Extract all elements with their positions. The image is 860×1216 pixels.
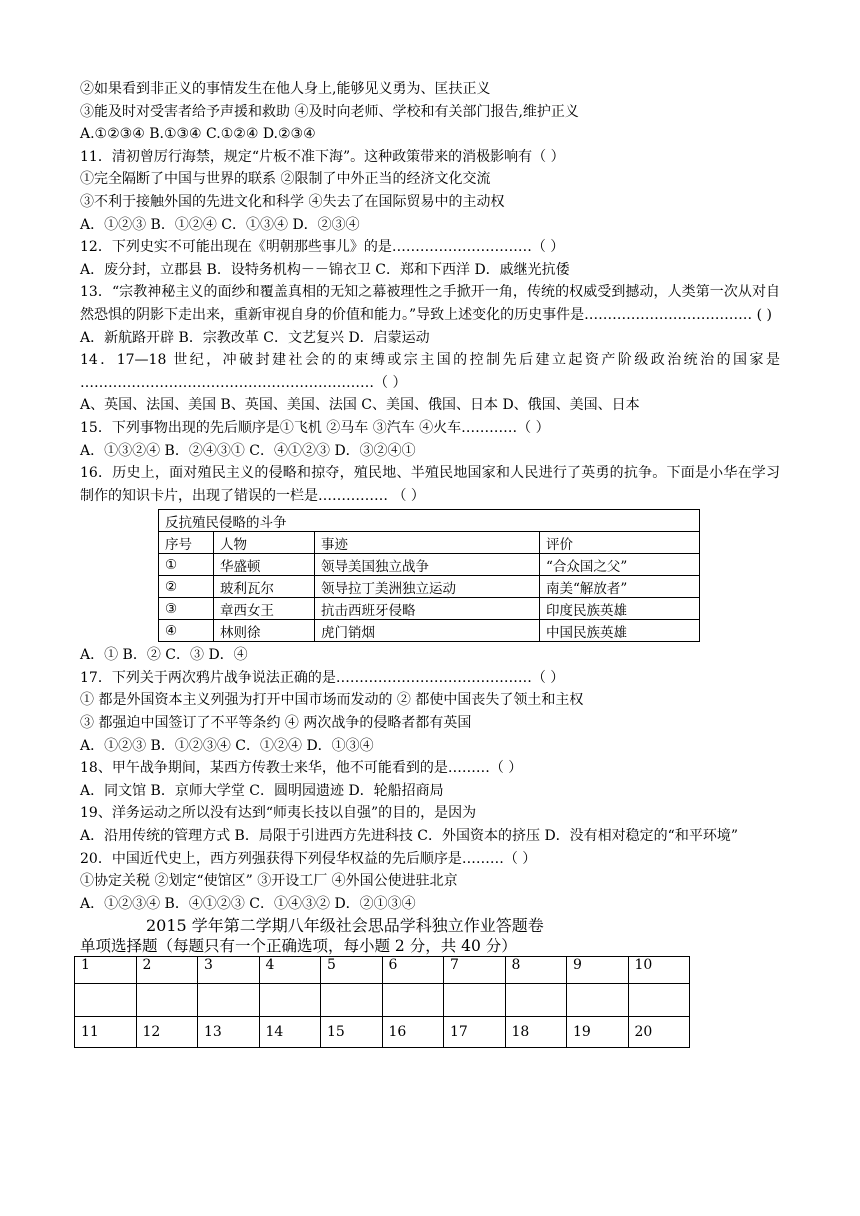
- answer-grid-blank-row: [75, 984, 690, 1017]
- card-header-deed: 事迹: [315, 532, 540, 554]
- card-cell: 华盛顿: [214, 554, 315, 576]
- q11-items-1: ①完全隔断了中国与世界的联系 ②限制了中外正当的经济文化交流: [80, 171, 491, 188]
- grid-number: 12: [136, 1017, 198, 1048]
- q18-stem: 18、甲午战争期间，某西方传教士来华，他不可能看到的是………（ ）: [80, 760, 523, 777]
- card-cell: 林则徐: [214, 620, 315, 642]
- grid-number: 11: [75, 1017, 137, 1048]
- card-cell: ④: [159, 620, 214, 642]
- grid-number: 15: [321, 1017, 383, 1048]
- q14-stem: 14．17—18 世纪，冲破封建社会的的束缚或宗主国的控制先后建立起资产阶级政治统治的国家是 ………………………………………………………（ ）: [80, 352, 780, 391]
- grid-number: 19: [567, 1017, 629, 1048]
- grid-number: 17: [444, 1017, 506, 1048]
- card-row: [159, 598, 700, 620]
- q15-stem: 15．下列事物出现的先后顺序是①飞机 ②马车 ③汽车 ④火车…………（ ）: [80, 419, 550, 436]
- exam-page: [80, 78, 780, 1048]
- q17-choices: A．①②③ B．①②③④ C．①②④ D．①③④: [80, 737, 374, 754]
- q20-items: ①协定关税 ②划定“使馆区” ③开设工厂 ④外国公使进驻北京: [80, 873, 458, 890]
- grid-number: 14: [259, 1017, 321, 1048]
- answer-grid-header-row-2: [75, 1017, 690, 1048]
- answer-grid-header-row: [75, 957, 690, 984]
- answer-sheet-title: 2015 学年第二学期八年级社会思品学科独立作业答题卷: [146, 916, 544, 936]
- grid-number: 6: [382, 957, 444, 984]
- grid-number: 16: [382, 1017, 444, 1048]
- q19-stem: 19、洋务运动之所以没有达到“师夷长技以自强”的目的，是因为: [80, 805, 477, 822]
- q16-stem: 16．历史上，面对殖民主义的侵略和掠夺，殖民地、半殖民地国家和人民进行了英勇的抗争。下面是小华在学习制作的知识卡片，出现了错误的一栏是…………… （ ）: [80, 465, 780, 504]
- q16-choices: A．① B．② C．③ D．④: [80, 647, 248, 664]
- q11-items-2: ③不利于接触外国的先进文化和科学 ④失去了在国际贸易中的主动权: [80, 193, 505, 210]
- q13-stem: 13．“宗教神秘主义的面纱和覆盖真相的无知之幕被理性之手掀开一角，传统的权威受到撼动，人类第一次从对自然恐惧的阴影下走出来，重新审视自身的价值和能力。”导致上述变化的历史事件是……………………………… ( ): [80, 284, 780, 323]
- card-cell: 印度民族英雄: [540, 598, 700, 620]
- q10-choices: A.①②③④ B.①③④ C.①②④ D.②③④: [80, 126, 316, 143]
- card-cell: ③: [159, 598, 214, 620]
- card-cell: 玻利瓦尔: [214, 576, 315, 598]
- answer-cell[interactable]: [505, 984, 567, 1017]
- card-cell: 抗击西班牙侵略: [315, 598, 540, 620]
- grid-number: 7: [444, 957, 506, 984]
- card-cell: 章西女王: [214, 598, 315, 620]
- card-cell: “合众国之父”: [540, 554, 700, 576]
- answer-grid: [74, 956, 690, 1048]
- answer-cell[interactable]: [628, 984, 690, 1017]
- q12-choices: A．废分封，立郡县 B．设特务机构－－锦衣卫 C．郑和下西洋 D．戚继光抗倭: [80, 261, 570, 278]
- grid-number: 13: [198, 1017, 260, 1048]
- card-cell: ②: [159, 576, 214, 598]
- answer-cell[interactable]: [136, 984, 198, 1017]
- answer-cell[interactable]: [259, 984, 321, 1017]
- q12-stem: 12．下列史实不可能出现在《明朝那些事儿》的是…………………………（ ）: [80, 239, 565, 256]
- q17-items-2: ③ 都强迫中国签订了不平等条约 ④ 两次战争的侵略者都有英国: [80, 715, 472, 732]
- grid-number: 3: [198, 957, 260, 984]
- q17-stem: 17．下列关于两次鸦片战争说法正确的是……………………………………（ ）: [80, 669, 565, 686]
- q18-choices: A．同文馆 B．京师大学堂 C．圆明园遗迹 D．轮船招商局: [80, 782, 444, 799]
- q10-option-3-4: ③能及时对受害者给予声援和救助 ④及时向老师、学校和有关部门报告,维护正义: [80, 103, 579, 120]
- card-cell: 虎门销烟: [315, 620, 540, 642]
- grid-number: 2: [136, 957, 198, 984]
- q19-choices: A．沿用传统的管理方式 B．局限于引进西方先进科技 C．外国资本的挤压 D．没有相对稳定的“和平环境”: [80, 828, 738, 845]
- card-title: 反抗殖民侵略的斗争: [159, 510, 700, 532]
- q10-option-2: ②如果看到非正义的事情发生在他人身上,能够见义勇为、匡扶正义: [80, 81, 491, 97]
- answer-cell[interactable]: [321, 984, 383, 1017]
- card-cell: 领导拉丁美洲独立运动: [315, 576, 540, 598]
- knowledge-card-table: [158, 509, 700, 642]
- answer-cell[interactable]: [382, 984, 444, 1017]
- q13-choices: A．新航路开辟 B．宗教改革 C．文艺复兴 D．启蒙运动: [80, 329, 430, 346]
- card-cell: ①: [159, 554, 214, 576]
- q20-stem: 20．中国近代史上，西方列强获得下列侵华权益的先后顺序是………（ ）: [80, 850, 537, 867]
- grid-number: 8: [505, 957, 567, 984]
- card-cell: 南美“解放者”: [540, 576, 700, 598]
- card-header-evaluation: 评价: [540, 532, 700, 554]
- q17-items-1: ① 都是外国资本主义列强为打开中国市场而发动的 ② 都使中国丧失了领土和主权: [80, 692, 584, 709]
- answer-sheet-subtitle: 单项选择题（每题只有一个正确选项，每小题 2 分，共 40 分）: [80, 937, 517, 956]
- q20-choices: A．①②③④ B．④①②③ C．①④③② D．②①③④: [80, 895, 416, 912]
- card-header-index: 序号: [159, 532, 214, 554]
- q15-choices: A．①③②④ B．②④③① C．④①②③ D．③②④①: [80, 442, 416, 459]
- card-cell: 领导美国独立战争: [315, 554, 540, 576]
- grid-number: 4: [259, 957, 321, 984]
- answer-cell[interactable]: [75, 984, 137, 1017]
- q11-stem: 11．清初曾厉行海禁，规定“片板不准下海”。这种政策带来的消极影响有（ ）: [80, 148, 565, 165]
- card-row: [159, 554, 700, 576]
- grid-number: 18: [505, 1017, 567, 1048]
- grid-number: 1: [75, 957, 137, 984]
- card-row: [159, 620, 700, 642]
- card-row: [159, 576, 700, 598]
- answer-cell[interactable]: [567, 984, 629, 1017]
- answer-cell[interactable]: [198, 984, 260, 1017]
- q11-choices: A．①②③ B．①②④ C．①③④ D．②③④: [80, 216, 360, 233]
- grid-number: 10: [628, 957, 690, 984]
- grid-number: 5: [321, 957, 383, 984]
- answer-cell[interactable]: [444, 984, 506, 1017]
- grid-number: 9: [567, 957, 629, 984]
- card-cell: 中国民族英雄: [540, 620, 700, 642]
- q14-choices: A、英国、法国、美国 B、英国、美国、法国 C、美国、俄国、日本 D、俄国、美国、日本: [80, 397, 640, 414]
- card-header-person: 人物: [214, 532, 315, 554]
- grid-number: 20: [628, 1017, 690, 1048]
